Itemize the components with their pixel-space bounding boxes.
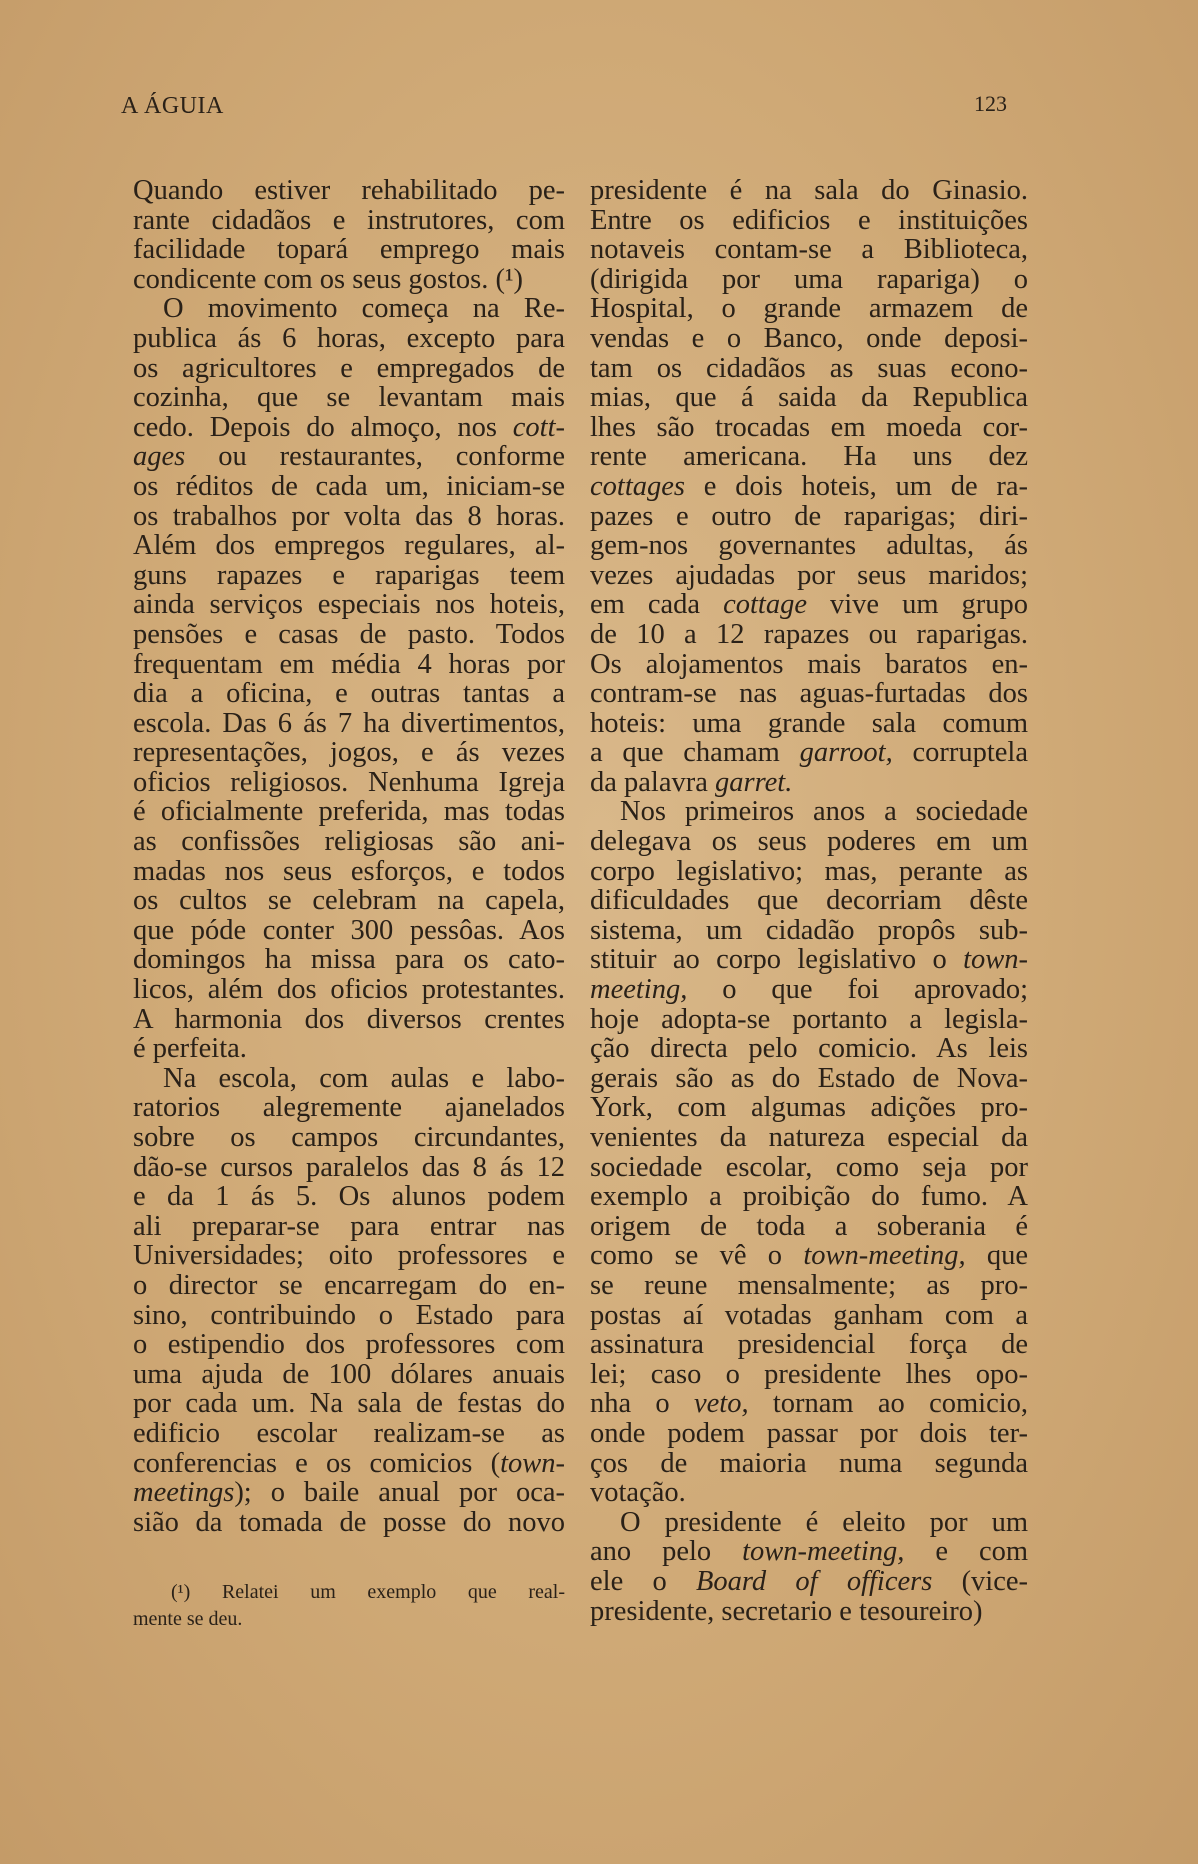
text-line: origem de toda a soberania é <box>590 1210 1028 1242</box>
text-line: sobre os campos circundantes, <box>133 1122 565 1153</box>
text-line: Hospital, o grande armazem de <box>590 293 1028 325</box>
text-line: Além dos empregos regulares, al- <box>133 530 565 562</box>
text-line: as confissões religiosas são ani- <box>133 826 565 858</box>
text-line: ali preparar-se para entrar nas <box>133 1210 565 1242</box>
text-line: onde podem passar por dois ter- <box>590 1417 1028 1449</box>
text-line: uma ajuda de 100 dólares anuais <box>133 1358 565 1390</box>
text-line: é oficialmente preferida, mas todas <box>133 796 565 828</box>
text-line: ele o Board of officers (vice- <box>590 1565 1029 1597</box>
text-line: publica ás 6 horas, excepto para <box>133 322 565 354</box>
text-line: hoje adopta-se portanto a legisla- <box>590 1003 1028 1035</box>
text-line: Entre os edificios e instituições <box>590 204 1028 236</box>
text-line: meeting, o que foi aprovado; <box>590 974 1028 1006</box>
text-line: os trabalhos por volta das 8 horas. <box>133 500 565 532</box>
footnote-line: (¹) Relatei um exemplo que real- <box>171 1581 565 1604</box>
text-line: vezes ajudadas por seus maridos; <box>590 559 1028 591</box>
text-line: gerais são as do Estado de Nova- <box>590 1062 1028 1094</box>
text-line: que póde conter 300 pessôas. Aos <box>133 914 565 946</box>
text-line: ços de maioria numa segunda <box>590 1447 1028 1479</box>
text-line: pensões e casas de pasto. Todos <box>133 618 565 650</box>
text-line: se reune mensalmente; as pro- <box>590 1269 1028 1301</box>
text-line: vendas e o Banco, onde deposi- <box>590 322 1028 354</box>
text-line: madas nos seus esforços, e todos <box>133 855 565 887</box>
text-line: os réditos de cada um, iniciam-se <box>133 470 565 502</box>
text-line: como se vê o town-meeting, que <box>590 1240 1029 1272</box>
text-line: frequentam em média 4 horas por <box>133 648 565 680</box>
text-line: lhes são trocadas em moeda cor- <box>590 411 1028 443</box>
text-line: pazes e outro de raparigas; diri- <box>590 500 1028 532</box>
text-line: ano pelo town-meeting, e com <box>590 1536 1029 1568</box>
footnote <box>133 1579 565 1633</box>
text-line: ratorios alegremente ajanelados <box>133 1092 565 1124</box>
text-line: cottages e dois hoteis, um de ra- <box>590 470 1029 502</box>
text-line: edificio escolar realizam-se as <box>133 1417 565 1449</box>
text-line: Nos primeiros anos a sociedade <box>620 796 1028 828</box>
text-line: cozinha, que se levantam mais <box>133 382 565 414</box>
text-line: o estipendio dos professores com <box>133 1329 565 1361</box>
text-line: contram-se nas aguas-furtadas dos <box>590 678 1028 710</box>
text-line: gem-nos governantes adultas, ás <box>590 530 1028 562</box>
text-line: licos, além dos oficios protestantes. <box>133 974 565 1006</box>
text-line: corpo legislativo; mas, perante as <box>590 855 1028 887</box>
text-line: notaveis contam-se a Biblioteca, <box>590 234 1028 266</box>
running-header-title: A ÁGUIA <box>121 93 224 119</box>
text-line: os cultos se celebram na capela, <box>133 885 565 917</box>
text-line: delegava os seus poderes em um <box>590 826 1028 858</box>
text-line: assinatura presidencial força de <box>590 1329 1028 1361</box>
text-line: sino, contribuindo o Estado para <box>133 1299 565 1331</box>
text-line: lei; caso o presidente lhes opo- <box>590 1358 1028 1390</box>
text-line: Os alojamentos mais baratos en- <box>590 648 1028 680</box>
text-line: Quando estiver rehabilitado pe- <box>133 175 565 206</box>
page-number: 123 <box>974 91 1007 116</box>
text-line: de 10 a 12 rapazes ou raparigas. <box>590 618 1028 650</box>
text-line: hoteis: uma grande sala comum <box>590 707 1028 739</box>
text-line: domingos ha missa para os cato- <box>133 944 565 976</box>
footnote-line: mente se deu. <box>133 1608 243 1631</box>
text-line: rente americana. Ha uns dez <box>590 441 1028 473</box>
text-line: condicente com os seus gostos. (¹) <box>133 263 524 295</box>
text-line: presidente é na sala do Ginasio. <box>590 175 1028 206</box>
text-line: o director se encarregam do en- <box>133 1269 565 1301</box>
text-line: tam os cidadãos as suas econo- <box>590 352 1028 384</box>
text-line: sião da tomada de posse do novo <box>133 1506 565 1538</box>
text-line: (dirigida por uma rapariga) o <box>590 263 1028 295</box>
text-line: os agricultores e empregados de <box>133 352 565 384</box>
text-line: conferencias e os comicios (town- <box>133 1447 565 1479</box>
text-line: e da 1 ás 5. Os alunos podem <box>133 1181 565 1213</box>
text-line: rante cidadãos e instrutores, com <box>133 204 565 236</box>
text-line: por cada um. Na sala de festas do <box>133 1388 565 1420</box>
text-line: guns rapazes e raparigas teem <box>133 559 565 591</box>
text-line: ages ou restaurantes, conforme <box>133 441 565 473</box>
text-line: sociedade escolar, como seja por <box>590 1151 1028 1183</box>
text-line: York, com algumas adições pro- <box>590 1092 1028 1124</box>
right-column <box>590 176 1028 1626</box>
text-line: venientes da natureza especial da <box>590 1122 1028 1153</box>
text-line: dificuldades que decorriam dêste <box>590 885 1028 917</box>
text-line: votação. <box>590 1477 686 1509</box>
text-line: A harmonia dos diversos crentes <box>133 1003 565 1035</box>
text-line: ainda serviços especiais nos hoteis, <box>133 589 565 621</box>
text-line: a que chamam garroot, corruptela <box>590 737 1029 769</box>
text-line: O movimento começa na Re- <box>163 293 565 325</box>
text-line: Na escola, com aulas e labo- <box>163 1062 565 1094</box>
text-line: nha o veto, tornam ao comicio, <box>590 1388 1029 1420</box>
text-line: é perfeita. <box>133 1033 247 1065</box>
text-line: dia a oficina, e outras tantas a <box>133 678 565 710</box>
text-line: sistema, um cidadão propôs sub- <box>590 914 1028 946</box>
text-line: ção directa pelo comicio. As leis <box>590 1033 1028 1065</box>
text-line: presidente, secretario e tesoureiro) <box>590 1595 983 1627</box>
text-line: facilidade topará emprego mais <box>133 234 565 266</box>
text-line: representações, jogos, e ás vezes <box>133 737 565 769</box>
text-line: postas aí votadas ganham com a <box>590 1299 1028 1331</box>
text-line: stituir ao corpo legislativo o town- <box>590 944 1028 976</box>
text-line: oficios religiosos. Nenhuma Igreja <box>133 766 565 798</box>
text-line: Universidades; oito professores e <box>133 1240 565 1272</box>
text-line: da palavra garret. <box>590 766 793 798</box>
text-line: mias, que á saida da Republica <box>590 382 1028 414</box>
text-line: O presidente é eleito por um <box>620 1506 1028 1538</box>
text-line: em cada cottage vive um grupo <box>590 589 1029 621</box>
text-line: meetings); o baile anual por oca- <box>133 1477 565 1509</box>
text-line: dão-se cursos paralelos das 8 ás 12 <box>133 1151 565 1183</box>
text-line: escola. Das 6 ás 7 ha divertimentos, <box>133 707 565 739</box>
text-line: exemplo a proibição do fumo. A <box>590 1181 1028 1213</box>
text-line: cedo. Depois do almoço, nos cott- <box>133 411 565 443</box>
left-column <box>133 176 565 1633</box>
